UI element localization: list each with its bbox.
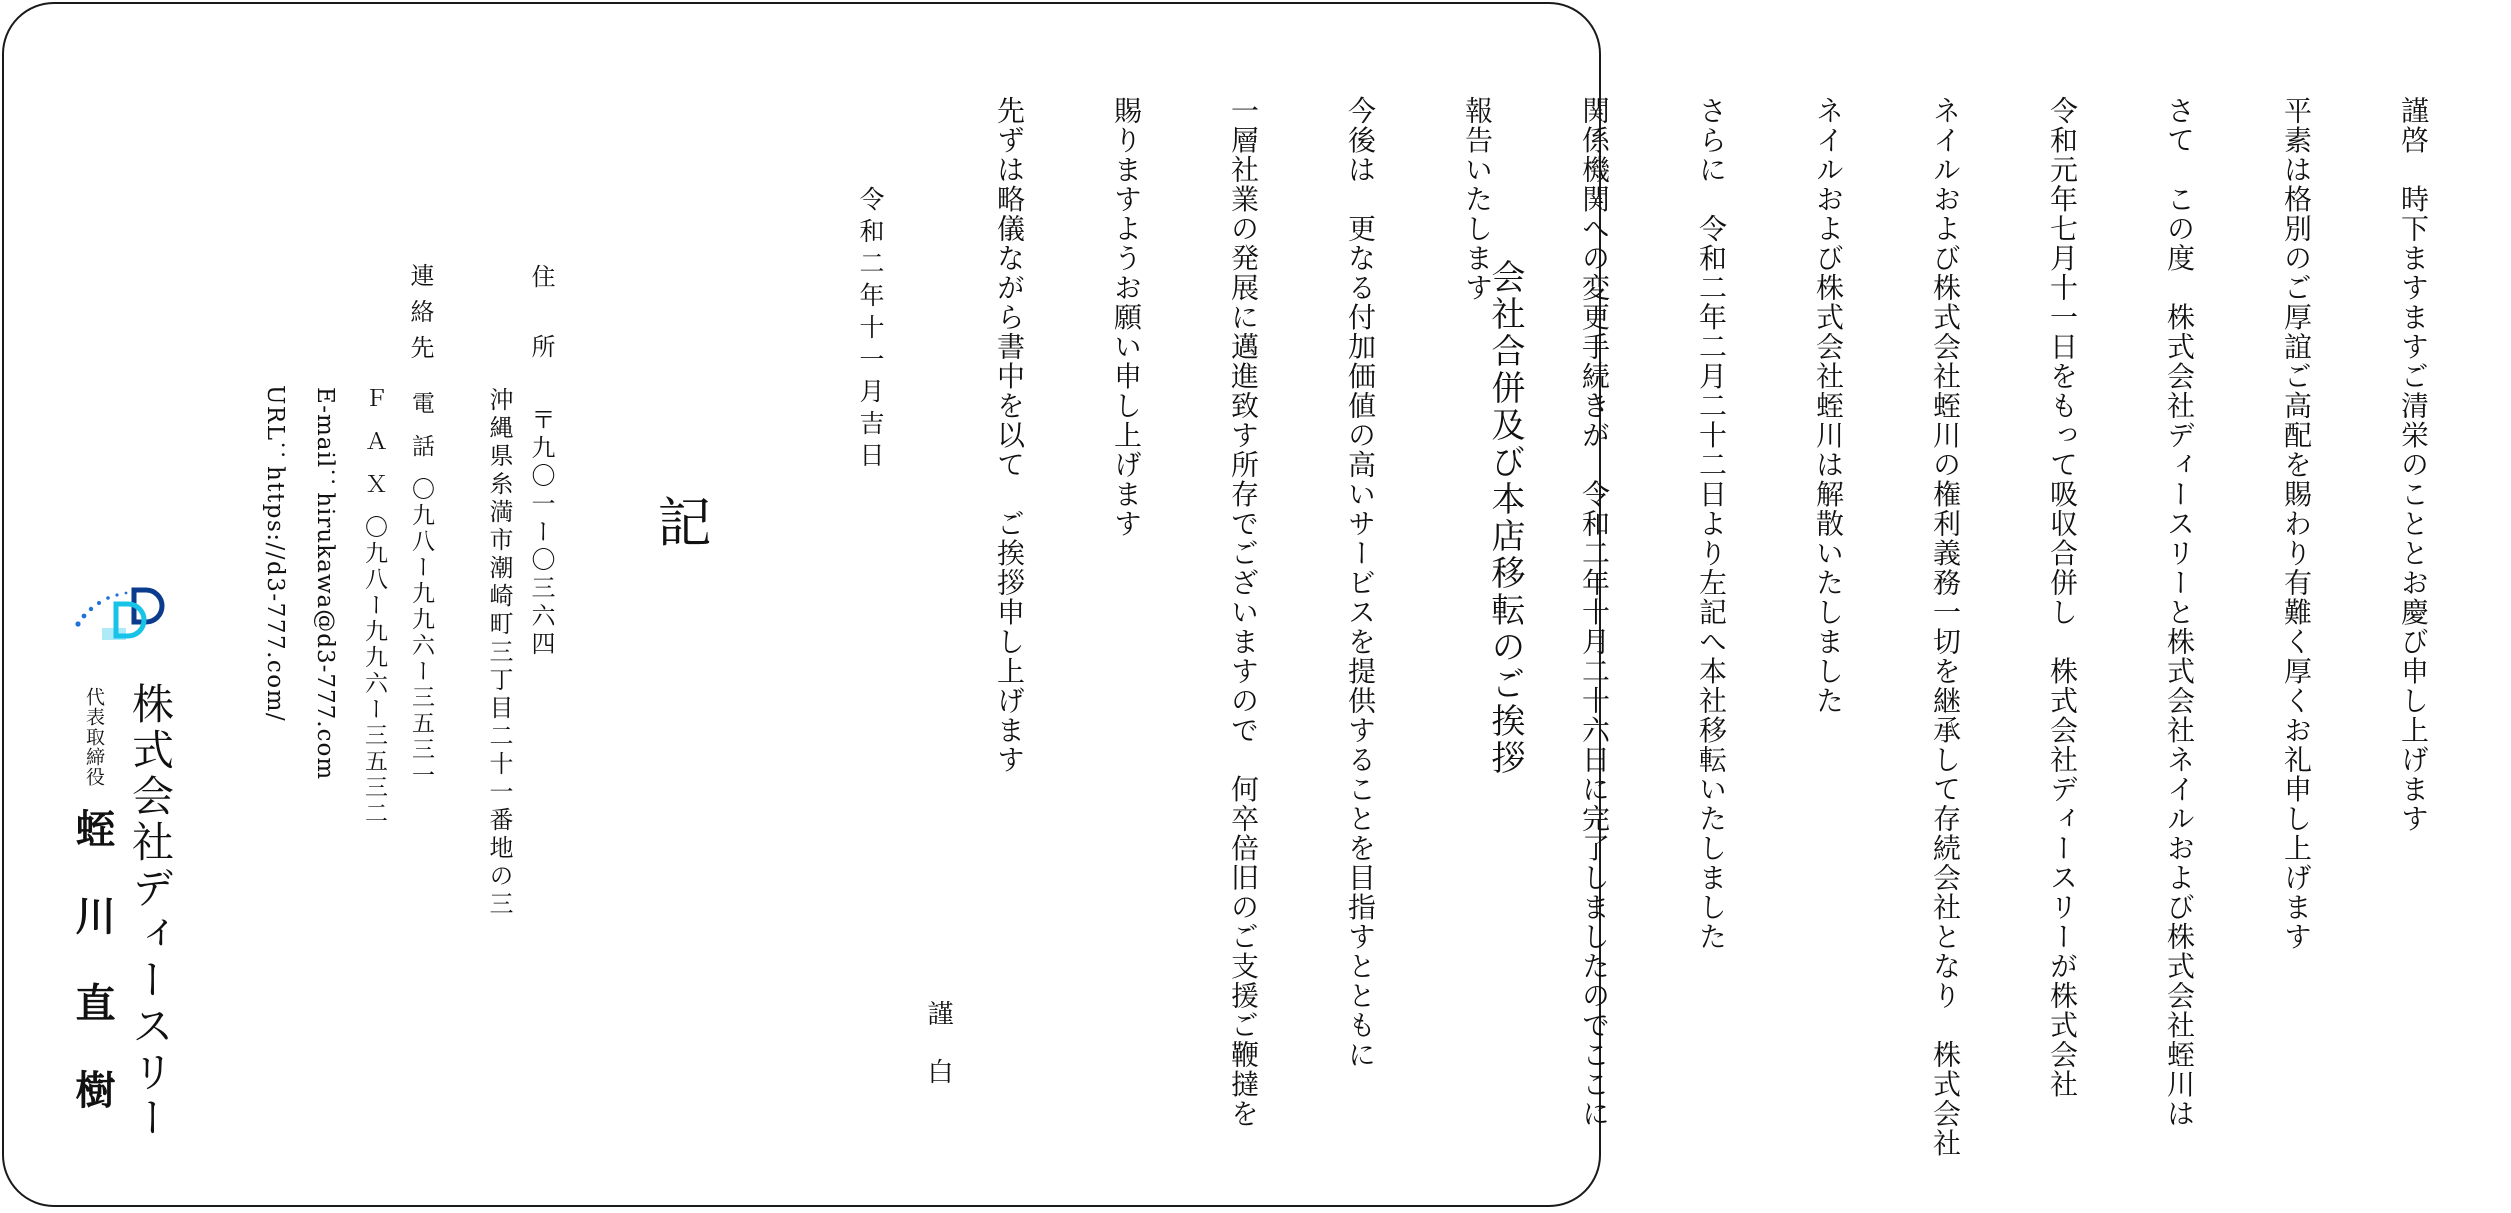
email-label: E-mail： <box>312 387 338 493</box>
body-line: さて この度 株式会社ディースリーと株式会社ネイルおよび株式会社蛭川は <box>2163 96 2196 1129</box>
contact-label: 連絡先 <box>406 263 434 371</box>
url-label: URL： <box>262 385 288 466</box>
body-line: 令和元年七月十一日をもって吸収合併し 株式会社ディースリーが株式会社 <box>2046 96 2079 1099</box>
website-url[interactable]: https://d3-777.com/ <box>262 465 288 723</box>
company-name: 株式会社ディースリー <box>126 682 175 1142</box>
fax-number: 〇九八ー九九六ー三五三二 <box>361 515 387 827</box>
representative-title: 代表取締役 <box>83 687 105 787</box>
document-title: 会社合併及び本店移転のご挨拶 <box>1485 259 1525 777</box>
ki-heading: 記 <box>649 494 712 548</box>
body-line: 謹啓 時下ますますご清栄のこととお慶び申し上げます <box>2397 96 2430 834</box>
body-line: 賜りますようお願い申し上げます <box>1110 96 1143 539</box>
body-line: ネイルおよび株式会社蛭川の権利義務一切を継承して存続会社となり 株式会社 <box>1929 96 1962 1158</box>
body-line: さらに 令和二年二月二十二日より左記へ本社移転いたしました <box>1695 96 1728 952</box>
closing-phrase: 謹白 <box>923 1000 953 1116</box>
letter-body <box>951 96 2511 1156</box>
email-row <box>313 387 336 780</box>
company-logo-icon <box>72 580 172 660</box>
body-line: 今後は 更なる付加価値の高いサービスを提供することを目指すとともに <box>1344 96 1377 1070</box>
fax-label: ＦＡＸ <box>361 386 387 515</box>
body-line: ネイルおよび株式会社蛭川は解散いたしました <box>1812 96 1845 716</box>
body-line: 一層社業の発展に邁進致す所存でございますので 何卒倍旧のご支援ご鞭撻を <box>1227 96 1260 1129</box>
email-address[interactable]: hirukawa@d3-777.com <box>312 492 338 781</box>
body-line: 平素は格別のご厚誼ご高配を賜わり有難く厚くお礼申し上げます <box>2280 96 2313 952</box>
phone-number: 〇九八ー九九六ー三五三一 <box>408 477 434 789</box>
body-line: 報告いたします <box>1461 96 1494 303</box>
letter-date: 令和二年十一月吉日 <box>856 186 885 474</box>
body-line: 関係機関への変更手続きが 令和二年十月二十六日に完了しましたのでここに <box>1578 96 1611 1129</box>
body-line: 先ずは略儀ながら書中を以て ご挨拶申し上げます <box>993 96 1026 775</box>
street-address: 沖縄県糸満市潮崎町三丁目二十一番地の三 <box>485 387 513 919</box>
fax-row <box>362 386 385 827</box>
representative-name: 蛭川直樹 <box>69 808 116 1156</box>
phone-row <box>409 391 432 789</box>
phone-label: 電話 <box>408 391 434 477</box>
address-label: 住所 <box>527 264 555 404</box>
postal-code: 〒九〇一ー〇三六四 <box>527 407 555 659</box>
url-row <box>263 385 286 722</box>
